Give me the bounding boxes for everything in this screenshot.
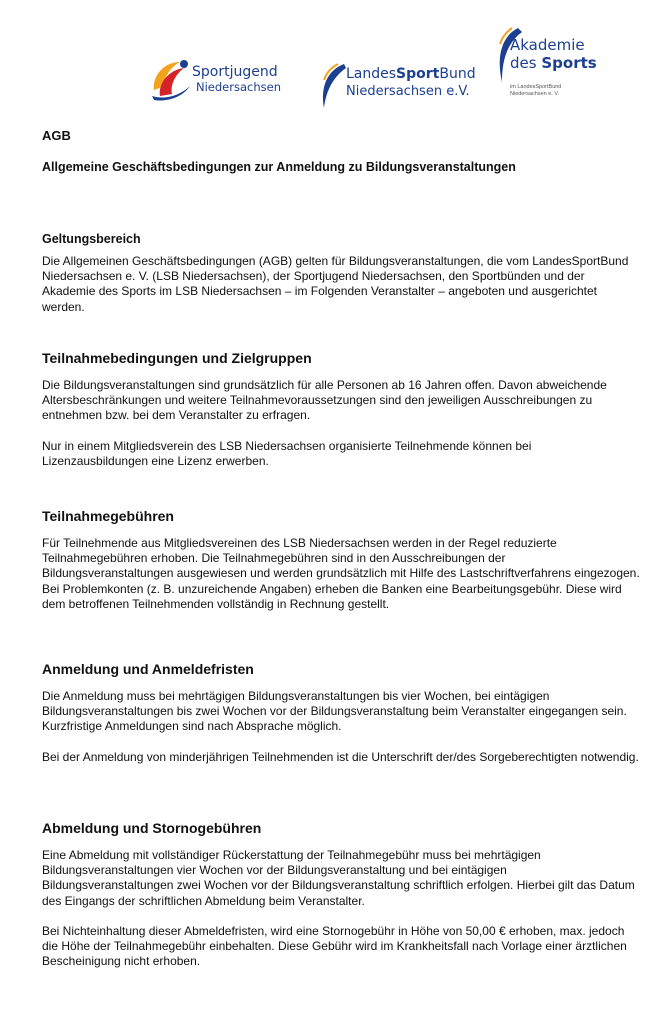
section-paragraph: Bei der Anmeldung von minderjährigen Teilnehmenden ist die Unterschrift der/des Sorgeberechtigten notwendig. (42, 749, 639, 764)
document-title: AGB (42, 128, 71, 143)
sportjugend-line2: Niedersachsen (196, 80, 281, 94)
sportjugend-line1: Sportjugend (192, 64, 278, 80)
section-geltungsbereich (42, 232, 640, 315)
akademie-line2: des Sports (510, 54, 597, 72)
section-paragraph: Nur in einem Mitgliedsverein des LSB Niedersachsen organisierte Teilnehmende können bei Lizenzausbildungen eine Lizenz erwerben. (42, 438, 532, 468)
section-teilnahmebedingungen (42, 350, 640, 469)
document-subtitle: Allgemeine Geschäftsbedingungen zur Anmeldung zu Bildungsveranstaltungen (42, 160, 516, 174)
akademie-small-text: im LandesSportBund Niedersachsen e. V. (510, 84, 562, 97)
section-heading: Teilnahmebedingungen und Zielgruppen (42, 350, 312, 366)
section-paragraph: Eine Abmeldung mit vollständiger Rückerstattung der Teilnahmegebühr muss bei mehrtägigen Bildungsveranstaltungen vier Wochen vor der Bildungsveranstaltung und bei eintägigen Bildungsveranstaltungen zwei Wochen vor der Bildungsveranstaltung schriftlich erfolgen. Hierbei gilt das Datum des Eingangs der schriftlichen Abmeldung beim Veranstalter. (42, 848, 635, 908)
section-heading: Abmeldung und Stornogebühren (42, 820, 262, 836)
section-paragraph: Die Allgemeinen Geschäftsbedingungen (AGB) gelten für Bildungsveranstaltungen, die vom LandesSportBund Niedersachsen e. V. (LSB Niedersachsen), der Sportjugend Niedersachsen, den Sportbünden und der Akademie des Sports im LSB Niedersachsen – im Folgenden Veranstalter – angeboten und ausgerichtet werden. (42, 254, 629, 314)
lsb-swoosh-icon (318, 62, 348, 112)
section-heading: Geltungsbereich (42, 232, 141, 246)
lsb-line2: Niedersachsen e.V. (346, 84, 470, 99)
section-abmeldung (42, 820, 640, 969)
section-heading: Teilnahmegebühren (42, 508, 174, 524)
section-heading: Anmeldung und Anmeldefristen (42, 661, 254, 677)
lsb-line1: LandesSportBund (346, 66, 476, 82)
section-paragraph: Bei Nichteinhaltung dieser Abmeldefristen, wird eine Stornogebühr in Höhe von 50,00 € erhoben, max. jedoch die Höhe der Teilnahmegebühr einbehalten. Diese Gebühr wird im Krankheitsfall nach Vorlage einer ärztlichen Bescheinigung nicht erhoben. (42, 923, 627, 969)
sportjugend-logo (150, 56, 290, 106)
section-paragraph: Die Bildungsveranstaltungen sind grundsätzlich für alle Personen ab 16 Jahren offen. Davon abweichende Altersbeschränkungen und weitere Teilnahmevoraussetzungen sind den jeweiligen Ausschreibungen zu entnehmen bzw. bei dem Veranstalter zu erfragen. (42, 378, 607, 423)
section-paragraph: Die Anmeldung muss bei mehrtägigen Bildungsveranstaltungen bis vier Wochen, bei eintägigen Bildungsveranstaltungen bis zwei Wochen vor der Bildungsveranstaltung beim Veranstalter eingegangen sein. Kurzfristige Anmeldungen sind nach Absprache möglich. (42, 689, 627, 734)
sportjugend-emblem-icon (150, 56, 194, 102)
section-teilnahmegebuehren (42, 508, 640, 612)
section-anmeldung (42, 661, 640, 765)
lsb-logo (318, 62, 508, 112)
logo-bar (0, 20, 669, 120)
akademie-line1: Akademie (510, 36, 585, 54)
akademie-logo (494, 26, 604, 126)
section-paragraph: Für Teilnehmende aus Mitgliedsvereinen des LSB Niedersachsen werden in der Regel reduzierte Teilnahmegebühren erhoben. Die Teilnahmegebühren sind in den Ausschreibungen der Bildungsveranstaltungen ausgewiesen und werden grundsätzlich mit Hilfe des Lastschriftverfahrens eingezogen. Bei Problemkonten (z. B. unzureichende Angaben) erheben die Banken eine Bearbeitungsgebühr. Diese wird dem betroffenen Teilnehmenden vollständig in Rechnung gestellt. (42, 536, 640, 611)
